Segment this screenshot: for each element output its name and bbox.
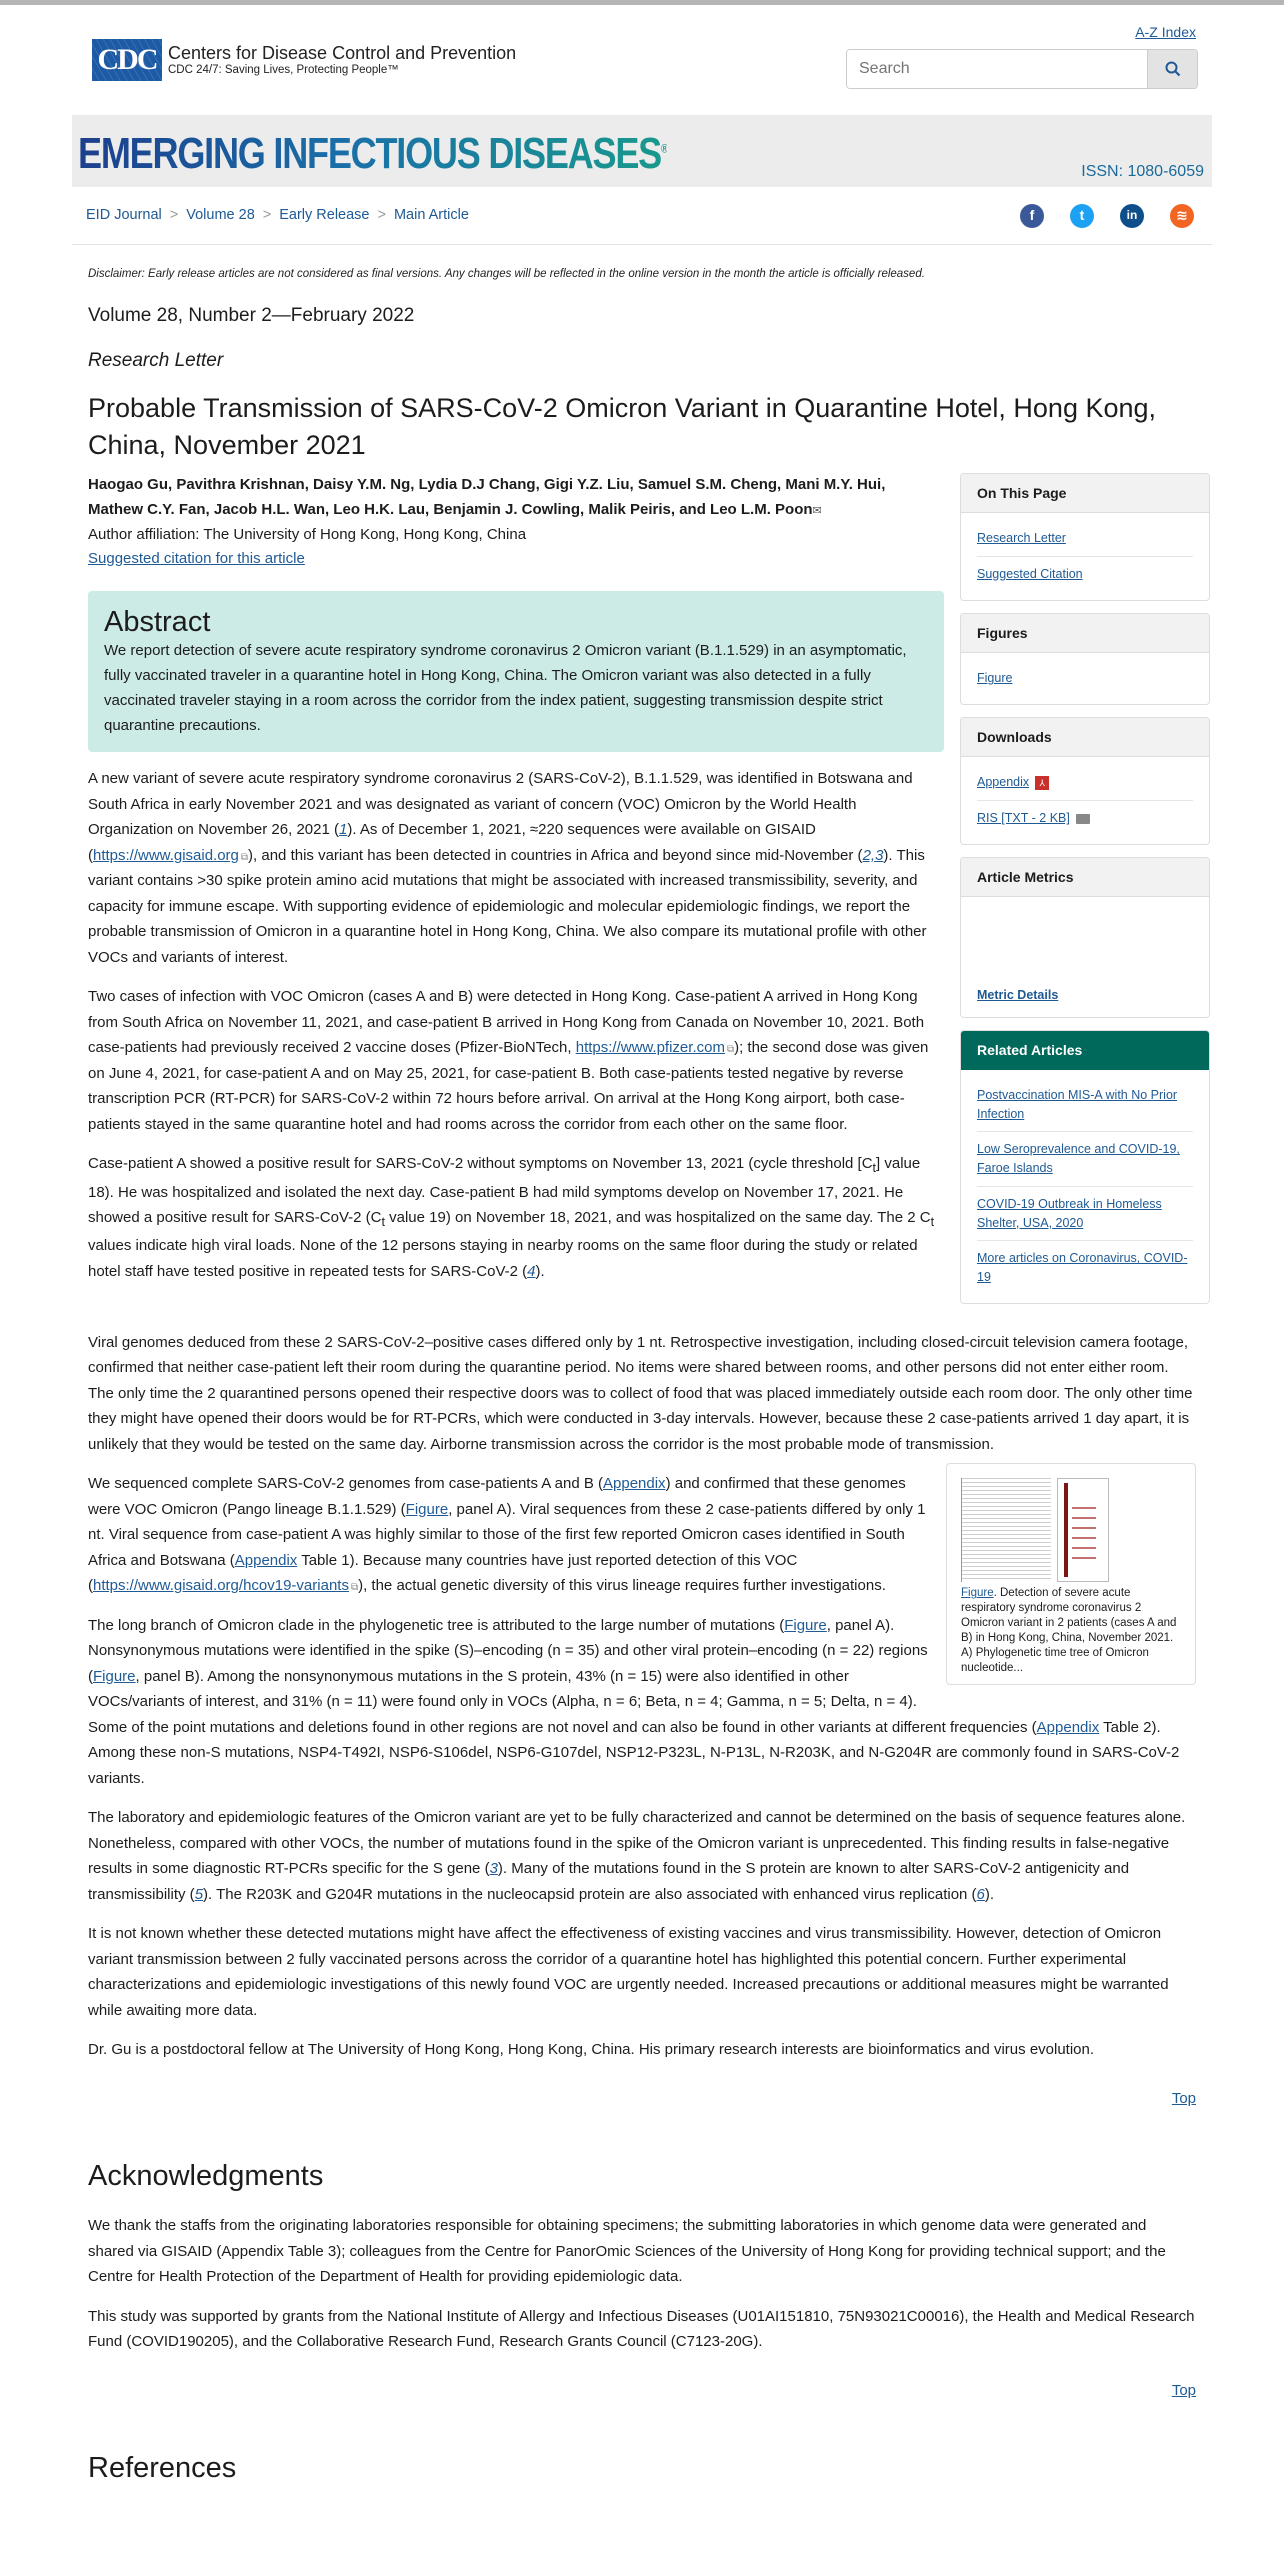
article-metrics-box — [960, 857, 1210, 1018]
figure-link[interactable]: Figure — [784, 1616, 827, 1634]
figure-caption: . Detection of severe acute respiratory syndrome coronavirus 2 Omicron variant in 2 patients (cases A and B) in Hong Kong, China, November 2021. A) Phylogenetic time tree of Omicron nucleotide... — [961, 1587, 1177, 1674]
pdf-icon: ⅄ — [1035, 776, 1049, 790]
sidebar-link-figure[interactable]: Figure — [977, 671, 1013, 686]
full-width-body — [88, 1330, 1196, 2491]
cdc-logo-mark: CDC — [92, 39, 162, 81]
paragraph-1: A new variant of severe acute respiratory syndrome coronavirus 2 (SARS-CoV-2), B.1.1.529, was identified in Botswana and South Africa in early November 2021 and was designated as variant of concern (VOC) Omicron by the World Health Organization on November 26, 2021 (1). As of December 1, 2021, ≈220 sequences were available on GISAID (https://www.gisaid.org ⧉), and this variant has been detected in countries in Africa and beyond since mid-November (2,3). This variant contains >30 spike protein amino acid mutations that might be associated with increased transmissibility, severity, and capacity for immune escape. With supporting evidence of epidemiologic and molecular epidemiologic findings, we report the probable transmission of Omicron in a quarantine hotel in Hong Kong, China. We also compare its mutational profile with other VOCs and variants of interest. — [88, 770, 927, 966]
breadcrumb-bar — [72, 187, 1212, 245]
ref-link[interactable]: 2,3 — [862, 846, 884, 864]
related-articles-title: Related Articles — [961, 1031, 1209, 1069]
ref-link[interactable]: 5 — [194, 1885, 204, 1903]
sidebar-link-suggested-citation[interactable]: Suggested Citation — [977, 567, 1083, 582]
related-article-link[interactable]: Postvaccination MIS-A with No Prior Infection — [977, 1078, 1193, 1133]
journal-banner — [72, 115, 1212, 187]
external-link-icon: ⧉ — [726, 1044, 735, 1056]
sidebar — [960, 473, 1210, 1316]
on-this-page-title: On This Page — [961, 474, 1209, 513]
facebook-icon[interactable]: f — [1020, 204, 1044, 228]
paragraph-3: Case-patient A showed a positive result for SARS-CoV-2 without symptoms on November 13, 2021 (cycle threshold $[C_t]$ value 18). He was hospitalized and isolated the next day. Case-patient B had mild symptoms develop on November 17, 2021. He showed a positive result for SARS-CoV-2 ($C_t$ value 19) on November 18, 2021, and was hospitalized on the same day. The 2 $C_t$ values indicate high viral loads. None of the 12 persons staying in nearby rooms on the same floor during the study or related hotel staff have tested positive in repeated tests for SARS-CoV-2 (4). — [88, 1155, 935, 1280]
gisaid-variants-link[interactable]: https://www.gisaid.org/hcov19-variants — [93, 1577, 349, 1595]
related-article-link[interactable]: More articles on Coronavirus, COVID-19 — [977, 1251, 1188, 1284]
breadcrumb-volume[interactable]: Volume 28 — [186, 206, 255, 223]
cdc-tagline: CDC 24/7: Saving Lives, Protecting People™ — [168, 63, 399, 76]
ref-link[interactable]: 1 — [338, 821, 348, 839]
back-to-top-link[interactable]: Top — [1171, 2381, 1196, 2399]
mutation-map-thumbnail — [1057, 1478, 1109, 1582]
breadcrumb-eid-journal[interactable]: EID Journal — [86, 206, 162, 223]
syndicate-icon[interactable]: ≋ — [1170, 204, 1194, 228]
site-header — [0, 5, 1284, 105]
search-icon — [1165, 61, 1181, 77]
figure-card[interactable] — [946, 1463, 1196, 1685]
appendix-link[interactable]: Appendix — [1036, 1718, 1100, 1736]
figure-link[interactable]: Figure — [93, 1667, 136, 1685]
appendix-link[interactable]: Appendix — [603, 1475, 666, 1493]
figure-link[interactable]: Figure — [405, 1500, 449, 1518]
figures-box — [960, 613, 1210, 705]
breadcrumb-early-release[interactable]: Early Release — [279, 206, 370, 223]
search-box — [846, 49, 1198, 89]
gisaid-link[interactable]: https://www.gisaid.org — [93, 846, 239, 864]
figure-link[interactable]: Figure — [961, 1587, 994, 1600]
paragraph-4: Viral genomes deduced from these 2 SARS-CoV-2–positive cases differed only by 1 nt. Retrospective investigation, including closed-circuit television camera footage, confirmed that neither case-patient left their room during the quarantine period. No items were shared between rooms, and other persons did not enter either room. The only time the 2 quarantined persons opened their respective doors was to collect of food that was placed immediately outside each room door. The only other time they might have opened their doors would be for RT-PCRs, which were conducted in 3-day intervals. However, because these 2 case-patients arrived 1 day apart, it is unlikely that they would be tested on the same day. Airborne transmission across the corridor is the most probable mode of transmission. — [88, 1333, 1193, 1453]
volume-info: Volume 28, Number 2—February 2022 — [88, 305, 415, 327]
ref-link[interactable]: 6 — [976, 1885, 985, 1903]
acknowledgments-heading: Acknowledgments — [88, 2159, 324, 2192]
breadcrumb: EID Journal > Volume 28 > Early Release > Main Article — [86, 206, 469, 223]
abstract-text: We report detection of severe acute respiratory syndrome coronavirus 2 Omicron variant (B.1.1.529) in an asymptomatic, fully vaccinated traveler in a quarantine hotel in Hong Kong, China. The Omicron variant was also detected in a fully vaccinated traveler staying in a room across the corridor from the index patient, suggesting transmission despite strict quarantine precautions. — [104, 642, 907, 734]
journal-title[interactable]: EMERGING INFECTIOUS DISEASES® — [78, 119, 667, 189]
paragraph-2: Two cases of infection with VOC Omicron (cases A and B) were detected in Hong Kong. Case-patient A arrived in Hong Kong from South Africa on November 11, 2021, and case-patient B arrived in Hong Kong from Canada on November 10, 2021. Both case-patients had previously received 2 vaccine doses (Pfizer-BioNTech, https://www.pfizer.com ⧉); the second dose was given on June 4, 2021, for case-patient A and on May 25, 2021, for case-patient B. Both case-patients tested negative by reverse transcription PCR (RT-PCR) for SARS-CoV-2 within 72 hours before arrival. On arrival at the Hong Kong airport, both case-patients stayed in the same quarantine hotel and had rooms across the corridor from each other on the same floor. — [88, 988, 929, 1133]
main-column — [88, 473, 944, 1316]
article-metrics-title: Article Metrics — [961, 858, 1209, 897]
appendix-link[interactable]: Appendix — [234, 1551, 298, 1569]
ref-link[interactable]: 4 — [527, 1262, 536, 1280]
downloads-title: Downloads — [961, 718, 1209, 757]
related-articles-box — [960, 1030, 1210, 1303]
article-title: Probable Transmission of SARS-CoV-2 Omicron Variant in Quarantine Hotel, Hong Kong, China, November 2021 — [88, 393, 1157, 460]
author-bio: Dr. Gu is a postdoctoral fellow at The University of Hong Kong, Hong Kong, China. His primary research interests are bioinformatics and virus evolution. — [88, 2041, 1095, 2059]
suggested-citation-link[interactable]: Suggested citation for this article — [88, 549, 305, 567]
article-type: Research Letter — [88, 349, 224, 371]
references-heading: References — [88, 2451, 237, 2484]
paragraph-7: The laboratory and epidemiologic features of the Omicron variant are yet to be fully characterized and cannot be determined on the basis of sequence features alone. Nonetheless, compared with other VOCs, the number of mutations found in the spike of the Omicron variant is unprecedented. This finding results in false-negative results in some diagnostic RT-PCRs specific for the S gene (3). Many of the mutations found in the S protein are known to alter SARS-CoV-2 antigenicity and transmissibility (5). The R203K and G204R mutations in the nucleocapsid protein are also associated with enhanced virus replication (6). — [88, 1809, 1186, 1903]
external-link-icon: ⧉ — [240, 851, 249, 863]
pfizer-link[interactable]: https://www.pfizer.com — [575, 1039, 725, 1057]
figure-thumbnail[interactable] — [961, 1478, 1181, 1582]
cdc-name: Centers for Disease Control and Prevention — [168, 43, 517, 64]
on-this-page-box — [960, 473, 1210, 601]
paragraph-8: It is not known whether these detected mutations might have affect the effectiveness of existing vaccines and virus transmissibility. However, detection of Omicron variant transmission between 2 fully vaccinated persons across the corridor of a quarantine hotel has highlighted this potential concern. Further experimental characterizations and epidemiologic investigations of this newly found VOC are urgently needed. Increased precautions or additional measures might be warranted while awaiting more data. — [88, 1925, 1169, 2019]
az-index-link[interactable]: A-Z Index — [1135, 24, 1196, 40]
sidebar-link-research-letter[interactable]: Research Letter — [977, 521, 1193, 557]
external-link-icon: ⧉ — [350, 1582, 359, 1594]
disclaimer: Disclaimer: Early release articles are not considered as final versions. Any changes will be reflected in the online version in the month the article is officially released. — [88, 268, 925, 280]
cdc-logo[interactable] — [92, 39, 516, 81]
paragraph-5: We sequenced complete SARS-CoV-2 genomes from case-patients A and B (Appendix) and confirmed that these genomes were VOC Omicron (Pango lineage B.1.1.529) (Figure, panel A). Viral sequences from these 2 case-patients differed by only 1 nt. Viral sequence from case-patient A was highly similar to those of the first few reported Omicron cases identified in South Africa and Botswana (Appendix Table 1). Because many countries have just reported detection of this VOC (https://www.gisaid.org/hcov19-variants ⧉), the actual genetic diversity of this virus lineage requires further investigations. — [88, 1475, 926, 1595]
social-share — [1020, 204, 1194, 228]
txt-file-icon — [1076, 814, 1090, 824]
related-article-link[interactable]: COVID-19 Outbreak in Homeless Shelter, USA, 2020 — [977, 1187, 1193, 1242]
article-content — [0, 265, 1284, 2491]
acknowledgments-text: We thank the staffs from the originating laboratories responsible for obtaining specimens; the submitting laboratories in which genome data were generated and shared via GISAID (Appendix Table 3); colleagues from the Centre for PanorOmic Sciences of the University of Hong Kong for providing technical support; and the Centre for Health Protection of the Department of Health for providing epidemiologic data. — [88, 2217, 1166, 2286]
download-appendix-link[interactable]: Appendix — [977, 775, 1030, 790]
paragraph-6: The long branch of Omicron clade in the phylogenetic tree is attributed to the large number of mutations (Figure, panel A). Nonsynonymous mutations were identified in the spike (S)–encoding (n = 35) and other viral protein–encoding (n = 22) regions (Figure, panel B). Among the nonsynonymous mutations in the S protein, 43% (n = 15) were also identified in other VOCs/variants of interest, and 31% (n = 11) were found only in VOCs (Alpha, n = 6; Beta, n = 4; Gamma, n = 5; Delta, n = 4). Some of the point mutations and deletions found in other regions are not novel and can also be found in other variants at different frequencies (Appendix Table 2). Among these non-S mutations, NSP4-T492I, NSP6-S106del, NSP6-G107del, NSP12-P323L, N-P13L, N-R203K, and N-G204R are commonly found in SARS-CoV-2 variants. — [88, 1616, 1180, 1787]
back-to-top-link[interactable]: Top — [1171, 2089, 1196, 2107]
metric-details-link[interactable]: Metric Details — [977, 988, 1059, 1003]
downloads-box — [960, 717, 1210, 845]
author-list: Haogao Gu, Pavithra Krishnan, Daisy Y.M. Ng, Lydia D.J Chang, Gigi Y.Z. Liu, Samuel S.M. Cheng, Mani M.Y. Hui, Mathew C.Y. Fan, Jacob H.L. Wan, Leo H.K. Lau, Benjamin J. Cowling, Malik Peiris, and Leo L.M. Poon✉ — [88, 476, 886, 518]
figures-title: Figures — [961, 614, 1209, 653]
breadcrumb-main-article[interactable]: Main Article — [393, 206, 469, 223]
phylogenetic-tree-thumbnail — [961, 1478, 1051, 1582]
search-input[interactable] — [847, 50, 1147, 88]
related-article-link[interactable]: Low Seroprevalence and COVID-19, Faroe Islands — [977, 1132, 1193, 1187]
author-affiliation: Author affiliation: The University of Hong Kong, Hong Kong, China — [88, 525, 527, 543]
download-ris-link[interactable]: RIS [TXT - 2 KB] — [977, 811, 1070, 826]
abstract-section — [88, 591, 944, 753]
abstract-heading: Abstract — [104, 605, 211, 638]
search-button[interactable] — [1147, 50, 1197, 88]
ref-link[interactable]: 3 — [489, 1860, 498, 1878]
linkedin-icon[interactable]: in — [1120, 204, 1144, 228]
funding-text: This study was supported by grants from the National Institute of Allergy and Infectious Diseases (U01AI151810, 75N93021C00016), the Health and Medical Research Fund (COVID190205), and the Collaborative Research Fund, Research Grants Council (C7123-20G). — [88, 2307, 1195, 2351]
email-icon[interactable]: ✉ — [812, 504, 822, 517]
issn: ISSN: 1080-6059 — [1081, 163, 1204, 181]
twitter-icon[interactable]: t — [1070, 204, 1094, 228]
